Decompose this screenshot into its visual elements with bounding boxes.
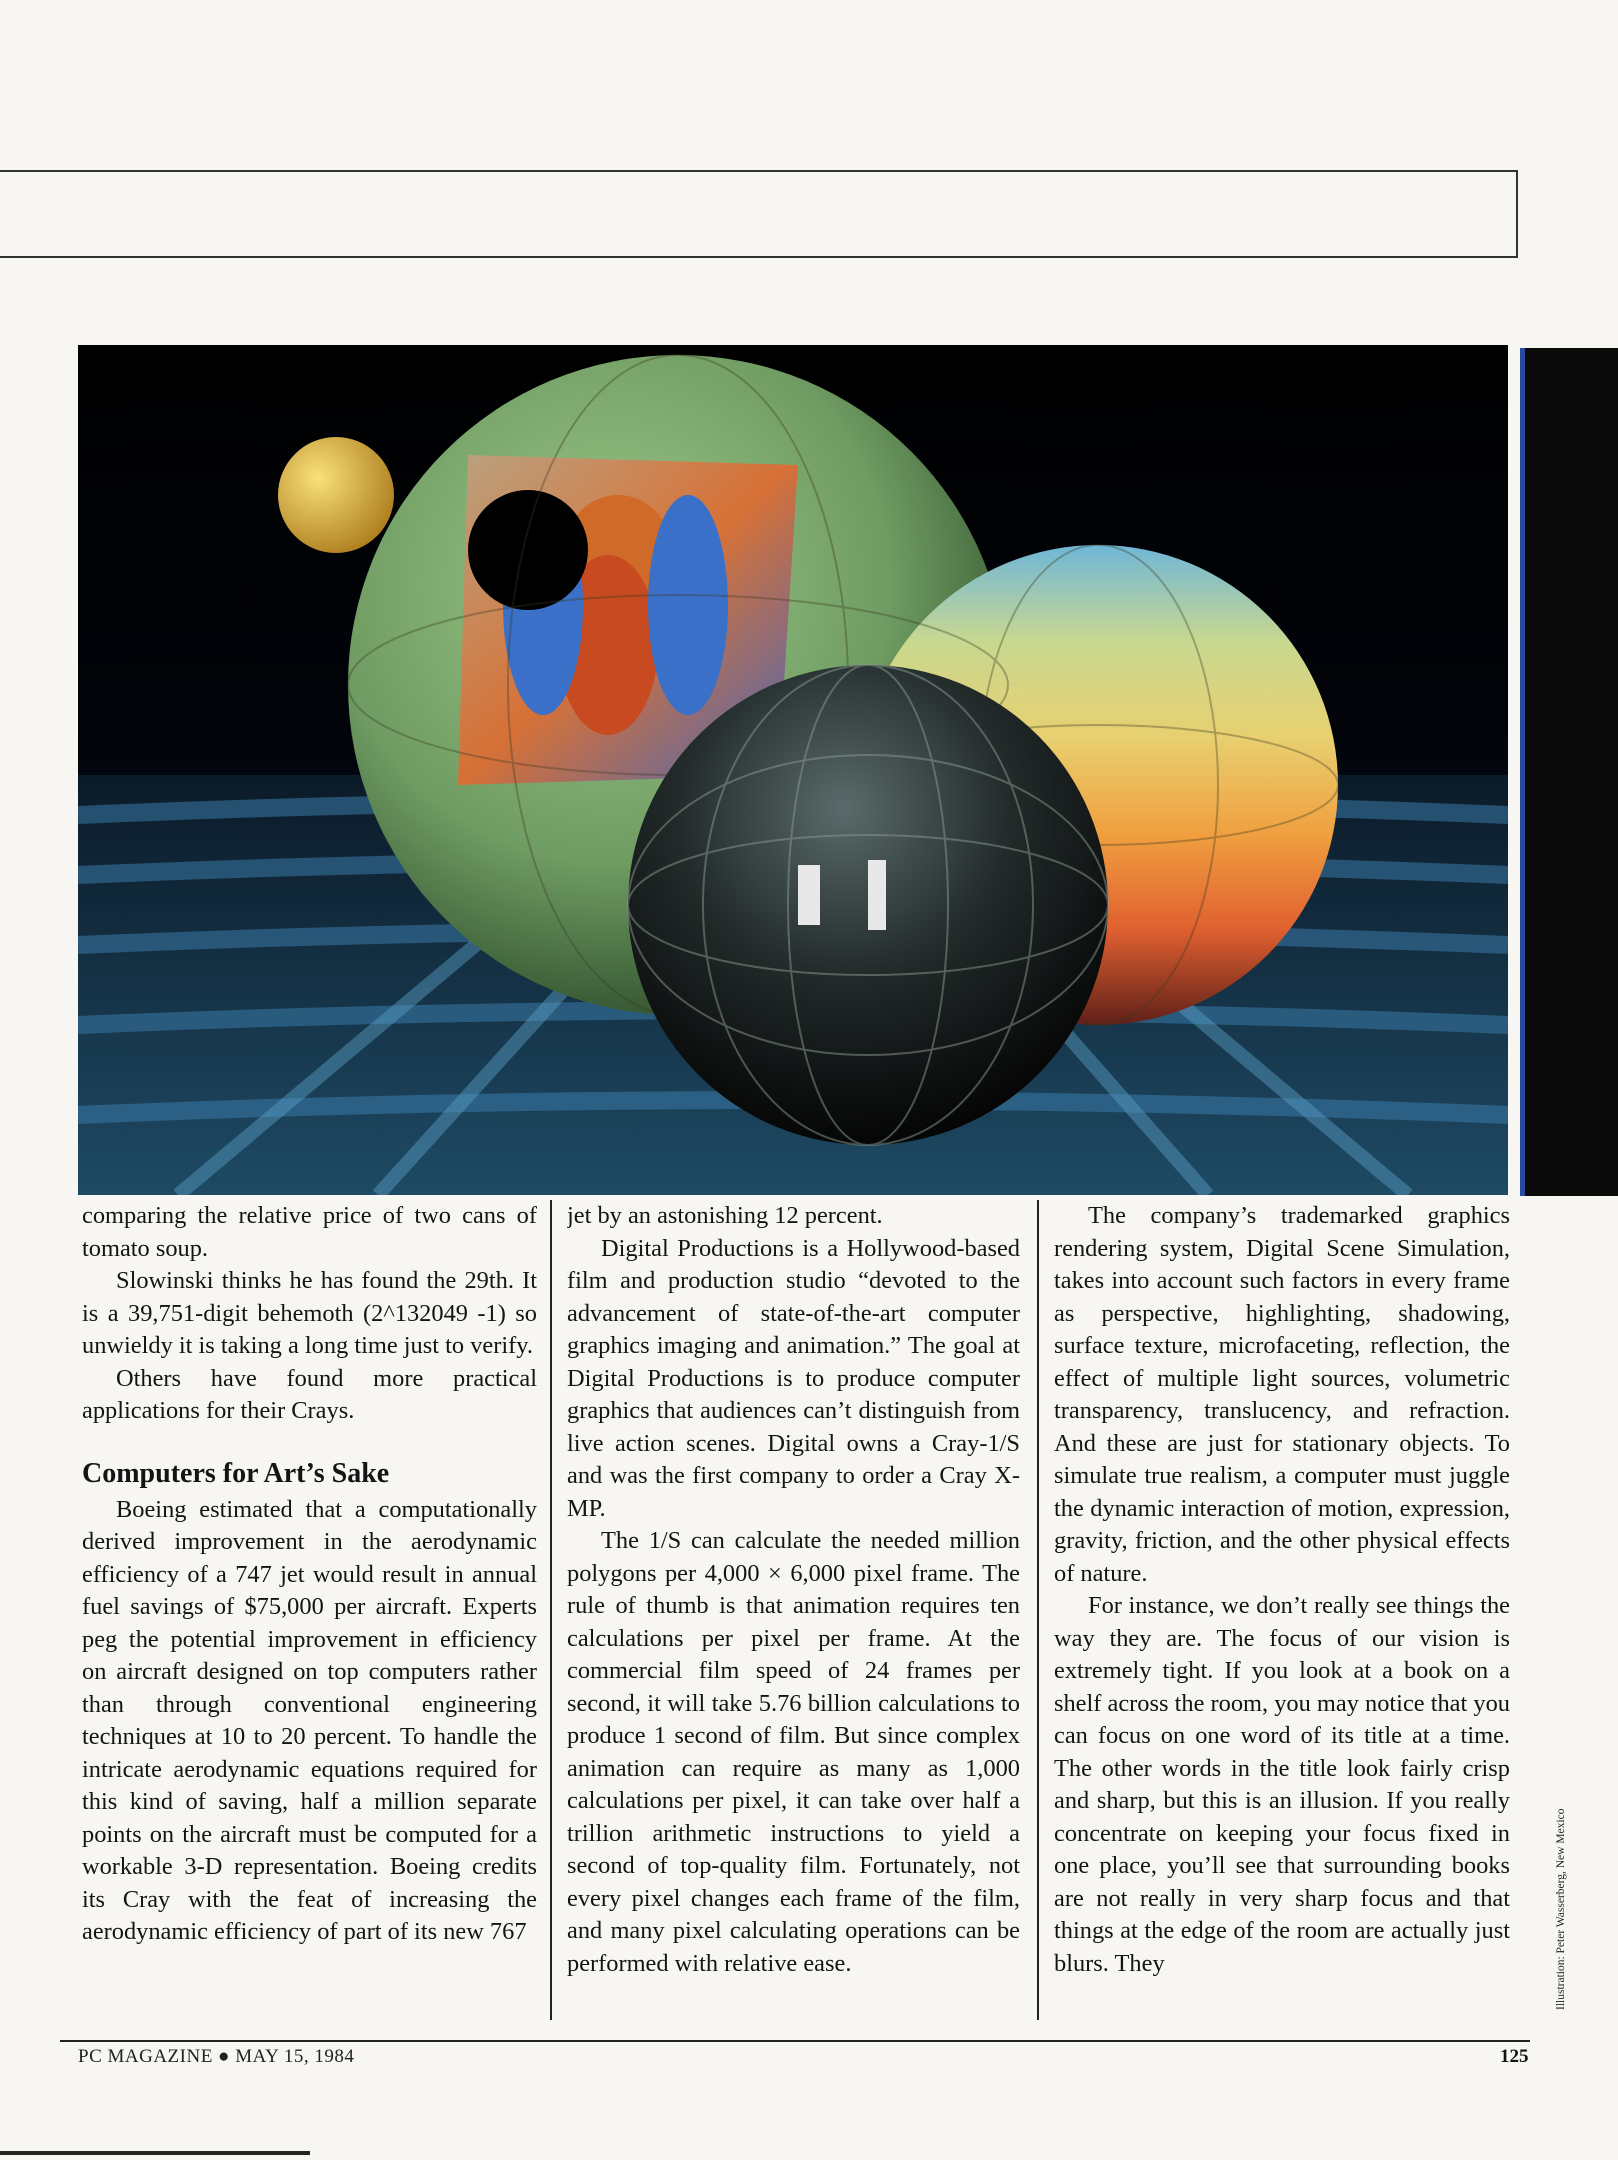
paragraph: The 1/S can calculate the needed million polygons per 4,000 × 6,000 pixel frame. The rule of thumb is that animation requires ten calculations per pixel per frame. At the commercial film speed of 24 frames per second, it will take 5.76 billion calculations to produce 1 second of film. But since complex animation can require as many as 1,000 calculations per pixel, it can take over half a trillion arithmetic instructions to yield a second of top-quality film. Fortunately, not every pixel changes each frame of the film, and many pixel calculating operations can be performed with relative ease. bbox=[567, 1527, 1020, 1977]
paragraph: comparing the relative price of two cans of tomato soup. bbox=[82, 1202, 537, 1262]
column-rule bbox=[550, 1200, 552, 2020]
text-column-2 bbox=[567, 1200, 1020, 2022]
side-blue-accent bbox=[1520, 348, 1525, 1196]
bottom-edge-rule bbox=[0, 2151, 310, 2155]
footer-publication: PC MAGAZINE ● MAY 15, 1984 bbox=[78, 2046, 355, 2067]
header-frame bbox=[0, 170, 1518, 258]
paragraph: Digital Productions is a Hollywood-based film and production studio “devoted to the advancement of state-of-the-art computer graphics imaging and animation.” The goal at Digital Productions is to produce computer graphics that audiences can’t distinguish from live action scenes. Digital owns a Cray-1/S and was the first company to order a Cray X-MP. bbox=[567, 1234, 1020, 1522]
paragraph: For instance, we don’t really see things the way they are. The focus of our vision is extremely tight. If you look at a book on a shelf across the room, you may notice that you can focus on one word of its title at a time. The other words in the title look fairly crisp and sharp, but this is an illusion. If you really concentrate on keeping your focus fixed in one place, you’ll see that surrounding books are not really in very sharp focus and that things at the edge of the room are actually just blurs. They bbox=[1054, 1592, 1510, 1977]
paragraph: Others have found more practical applications for their Crays. bbox=[82, 1364, 537, 1424]
page-number: 125 bbox=[1500, 2046, 1529, 2067]
footer-rule bbox=[60, 2040, 1530, 2042]
paragraph: The company’s trademarked graphics rendering system, Digital Scene Simulation, takes into account such factors in every frame as perspective, highlighting, shadowing, surface texture, microfaceting, reflection, the effect of multiple light sources, volumetric transparency, translucency, and refraction. And these are just for stationary objects. To simulate true realism, a computer must juggle the dynamic interaction of motion, expression, gravity, friction, and the other physical effects of nature. bbox=[1054, 1202, 1510, 1587]
side-black-bar bbox=[1520, 348, 1618, 1196]
paragraph: Slowinski thinks he has found the 29th. It is a 39,751-digit behemoth (2^132049 -1) so unwieldy it is taking a long time just to verify. bbox=[82, 1267, 537, 1359]
text-column-1 bbox=[82, 1200, 537, 2022]
paragraph: Boeing estimated that a computationally derived improvement in the aerodynamic efficiency of a 747 jet would result in annual fuel savings of $75,000 per aircraft. Experts peg the potential improvement in efficiency on aircraft designed on top computers rather than through conventional engineering techniques at 10 to 20 percent. To handle the intricate aerodynamic equations required for this kind of saving, half a million separate points on the aircraft must be computed for a workable 3-D representation. Boeing credits its Cray with the feat of increasing the aerodynamic efficiency of part of its new 767 bbox=[82, 1495, 537, 1945]
section-heading: Computers for Art’s Sake bbox=[82, 1457, 390, 1489]
text-column-3 bbox=[1054, 1200, 1510, 2022]
column-rule bbox=[1037, 1200, 1039, 2020]
illustration-credit: Illustration: Peter Wasserberg, New Mexico bbox=[1555, 1808, 1567, 2010]
paragraph: jet by an astonishing 12 percent. bbox=[567, 1202, 883, 1229]
illustration-spheres bbox=[78, 345, 1508, 1195]
